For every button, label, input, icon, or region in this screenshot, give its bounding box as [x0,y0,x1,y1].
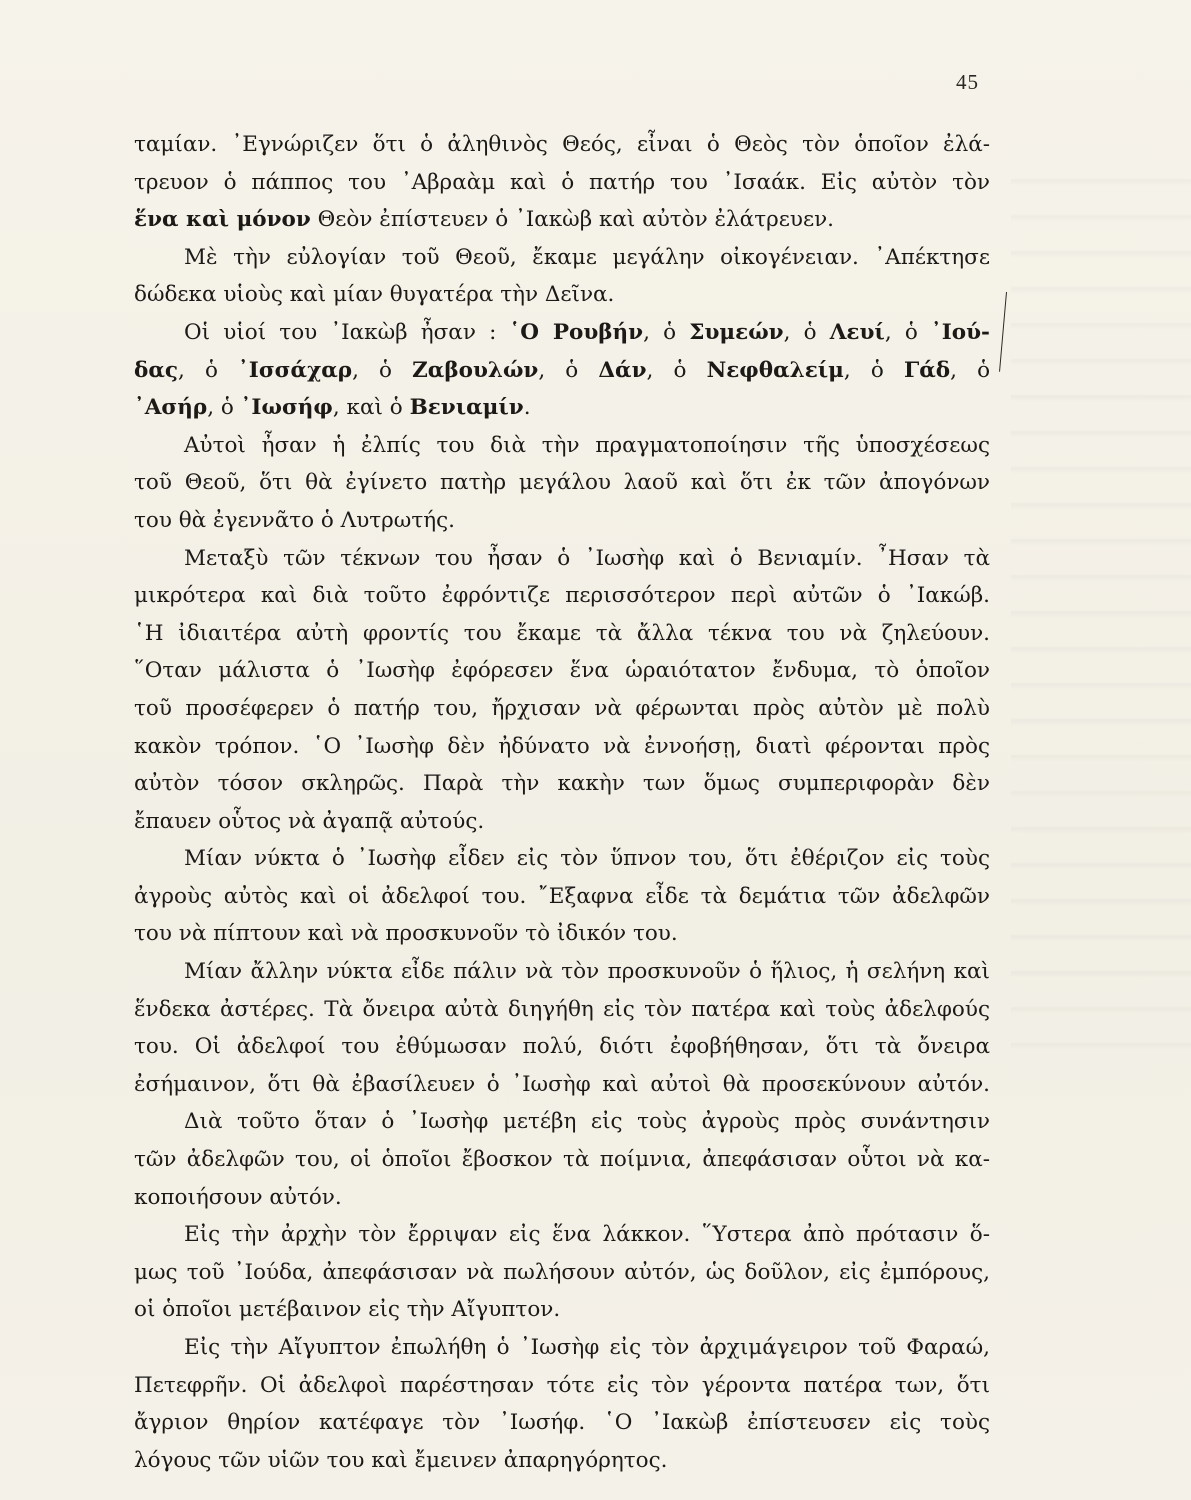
text-line-16: τοῦ προσέφερεν ὁ πατήρ του, ἤρχισαν νὰ φέρωνται πρὸς αὐτὸν μὲ πολὺ [134,695,990,721]
name-issachar: ᾿Ισσάχαρ [238,357,353,383]
text-line-35: ἄγριον θηρίον κατέφαγε τὸν ᾿Ιωσήφ. ῾Ο ᾿Ιακὼβ ἐπίστευσεν εἰς τοὺς [134,1410,990,1436]
margin-pencil-mark [999,292,1007,372]
bleed-through-shadow [1011,150,1191,1050]
text-line-17: κακὸν τρόπον. ῾Ο ᾿Ιωσὴφ δὲν ἠδύνατο νὰ ἐννοήσῃ, διατὶ φέρονται πρὸς [134,733,990,759]
text-line-25: του. Οἱ ἀδελφοί του ἐθύμωσαν πολύ, διότι ἐφοβήθησαν, ὅτι τὰ ὄνειρα [134,1034,990,1060]
name-joseph: ᾿Ιωσήφ [240,395,333,421]
name-naphtali: Νεφθαλείμ [706,357,844,383]
name-asher: ᾿Ασήρ [134,395,208,421]
text-line-12: Μεταξὺ τῶν τέκνων του ἦσαν ὁ ᾿Ιωσὴφ καὶ ὁ Βενιαμίν. ῏Ησαν τὰ [184,545,990,571]
text-line-20: Μίαν νύκτα ὁ ᾿Ιωσὴφ εἶδεν εἰς τὸν ὕπνον του, ὅτι ἐθέριζον εἰς τοὺς [184,846,990,872]
name-judah-part2: δας [134,357,178,383]
text-line-3: ἕνα καὶ μόνον Θεὸν ἐπίστευεν ὁ ᾿Ιακὼβ καὶ αὐτὸν ἐλάτρευεν. [134,207,834,233]
text-line-22: του νὰ πίπτουν καὶ νὰ προσκυνοῦν τὸ ἰδικόν του. [134,921,678,947]
page-number: 45 [956,70,979,94]
name-gad: Γάδ [903,357,951,383]
name-reuben: ῾Ο Ρουβήν [509,319,644,345]
text-line-7: δας, ὁ ᾿Ισσάχαρ, ὁ Ζαβουλών, ὁ Δάν, ὁ Νεφθαλείμ, ὁ Γάδ, ὁ [134,357,991,383]
text-line-29: κοποιήσουν αὐτόν. [134,1184,342,1210]
text-line-34: Πετεφρῆν. Οἱ ἀδελφοὶ παρέστησαν τότε εἰς τὸν γέροντα πατέρα των, ὅτι [134,1372,990,1398]
text-line-9: Αὐτοὶ ἦσαν ἡ ἐλπίς του διὰ τὴν πραγματοποίησιν τῆς ὑποσχέσεως [184,432,990,458]
body-text [134,126,990,1479]
name-zebulun: Ζαβουλών [412,357,539,383]
name-dan: Δάν [598,357,647,383]
text-line-28: τῶν ἀδελφῶν του, οἱ ὁποῖοι ἔβοσκον τὰ ποίμνια, ἀπεφάσισαν οὗτοι νὰ κα- [134,1147,990,1173]
text-line-4: Μὲ τὴν εὐλογίαν τοῦ Θεοῦ, ἔκαμε μεγάλην οἰκογένειαν. ᾿Απέκτησε [184,244,990,270]
text-line-33: Εἰς τὴν Αἴγυπτον ἐπωλήθη ὁ ᾿Ιωσὴφ εἰς τὸν ἀρχιμάγειρον τοῦ Φαραώ, [184,1335,990,1360]
text-line-26: ἐσήμαινον, ὅτι θὰ ἐβασίλευεν ὁ ᾿Ιωσὴφ καὶ αὐτοὶ θὰ προσεκύνουν αὐτόν. [134,1071,990,1097]
text-line-23: Μίαν ἄλλην νύκτα εἶδε πάλιν νὰ τὸν προσκυνοῦν ὁ ἥλιος, ἡ σελήνη καὶ [184,959,990,985]
text-line-6: Οἱ υἱοί του ᾿Ιακὼβ ἦσαν : ῾Ο Ρουβήν, ὁ Συμεών, ὁ Λευί, ὁ ᾿Ιού- [184,319,990,345]
text-line-27: Διὰ τοῦτο ὅταν ὁ ᾿Ιωσὴφ μετέβη εἰς τοὺς ἀγροὺς πρὸς συνάντησιν [184,1109,990,1135]
emphasis-text: ἕνα καὶ μόνον [134,207,311,233]
text-line-14: ῾Η ἰδιαιτέρα αὐτὴ φροντίς του ἔκαμε τὰ ἄλλα τέκνα του νὰ ζηλεύουν. [134,620,990,646]
name-benjamin: Βενιαμίν [409,395,524,421]
text-line-30: Εἰς τὴν ἀρχὴν τὸν ἔρριψαν εἰς ἕνα λάκκον. ῞Υστερα ἀπὸ πρότασιν ὅ- [184,1222,990,1248]
name-levi: Λευί [829,319,885,345]
name-judah-part1: ᾿Ιού- [930,319,990,345]
name-simeon: Συμεών [689,319,784,345]
text-line-31: μως τοῦ ᾿Ιούδα, ἀπεφάσισαν νὰ πωλήσουν αὐτόν, ὡς δοῦλον, εἰς ἐμπόρους, [134,1259,990,1285]
text-line-5: δώδεκα υἱοὺς καὶ μίαν θυγατέρα τὴν Δεῖνα. [134,282,615,308]
text-line-32: οἱ ὁποῖοι μετέβαινον εἰς τὴν Αἴγυπτον. [134,1297,561,1323]
text-line-36: λόγους τῶν υἱῶν του καὶ ἔμεινεν ἀπαρηγόρητος. [134,1447,668,1473]
text-line-21: ἀγροὺς αὐτὸς καὶ οἱ ἀδελφοί του. ῎Εξαφνα εἶδε τὰ δεμάτια τῶν ἀδελφῶν [134,883,990,909]
text-line-10: τοῦ Θεοῦ, ὅτι θὰ ἐγίνετο πατὴρ μεγάλου λαοῦ καὶ ὅτι ἐκ τῶν ἀπογόνων [134,470,990,496]
text-line-1: ταμίαν. ᾿Εγνώριζεν ὅτι ὁ ἀληθινὸς Θεός, εἶναι ὁ Θεὸς τὸν ὁποῖον ἐλά- [134,132,990,157]
text-line-8: ᾿Ασήρ, ὁ ᾿Ιωσήφ, καὶ ὁ Βενιαμίν. [134,395,531,421]
text-line-13: μικρότερα καὶ διὰ τοῦτο ἐφρόντιζε περισσότερον περὶ αὐτῶν ὁ ᾿Ιακώβ. [134,583,990,609]
text-line-18: αὐτὸν τόσον σκληρῶς. Παρὰ τὴν κακὴν των ὅμως συμπεριφορὰν δὲν [134,771,990,797]
text-line-19: ἔπαυεν οὗτος νὰ ἀγαπᾷ αὐτούς. [134,808,485,834]
text-line-15: ῞Οταν μάλιστα ὁ ᾿Ιωσὴφ ἐφόρεσεν ἕνα ὡραιότατον ἔνδυμα, τὸ ὁποῖον [134,658,990,684]
text-line-24: ἕνδεκα ἀστέρες. Τὰ ὄνειρα αὐτὰ διηγήθη εἰς τὸν πατέρα καὶ τοὺς ἀδελφούς [134,996,990,1022]
text-line-11: του θὰ ἐγεννᾶτο ὁ Λυτρωτής. [134,507,455,533]
text-line-2: τρευον ὁ πάππος του ᾿Αβραὰμ καὶ ὁ πατήρ του ᾿Ισαάκ. Εἰς αὐτὸν τὸν [134,169,990,195]
